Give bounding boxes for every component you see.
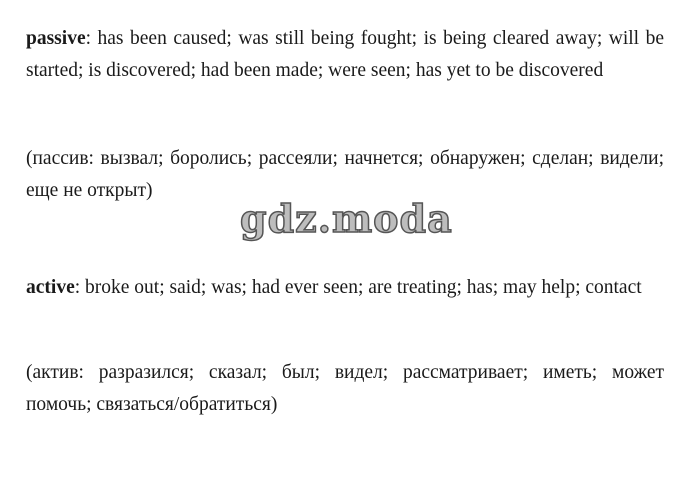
active-answer-text: : broke out; said; was; had ever seen; are treating; has; may help; contact [74,277,642,298]
passive-paragraph [26,23,664,87]
passive-answer-text: : has been caused; was still being fought; is being cleared away; will be started; is discovered; had been made; were seen; has yet to be discovered [26,28,664,81]
active-label: active [26,277,75,298]
watermark-logo: gdz.moda [240,196,453,241]
passive-translation-paragraph: (пассив: вызвал; боролись; рассеяли; начнется; обнаружен; сделан; видели; еще не открыт) [26,148,664,201]
active-paragraph [26,272,664,304]
active-translation-paragraph: (актив: разразился; сказал; был; видел; рассматривает; иметь; может помочь; связаться/обратиться) [26,362,664,415]
passive-label: passive [26,28,86,49]
